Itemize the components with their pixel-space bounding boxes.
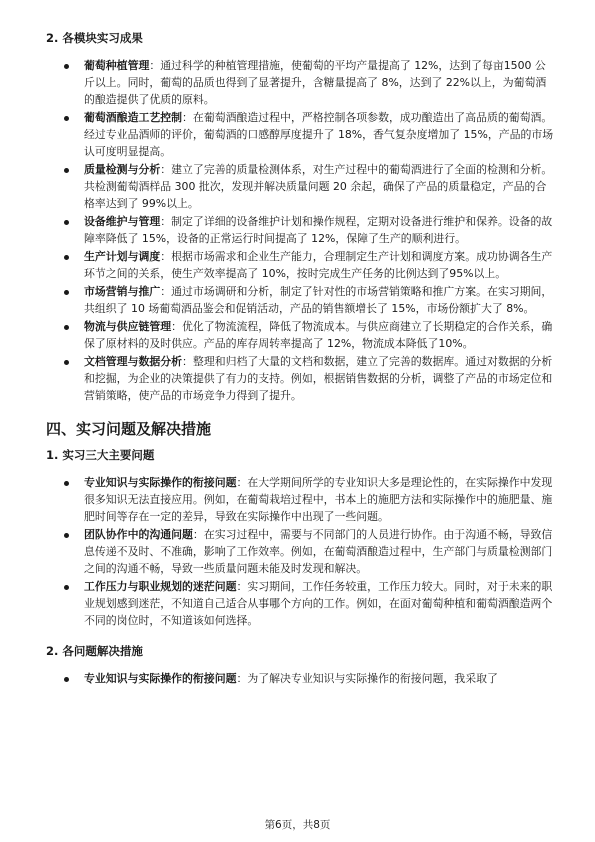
bullet-icon (64, 677, 69, 682)
item-title: 质量检测与分析 (84, 163, 161, 177)
list-item (46, 213, 555, 247)
page-content (46, 30, 555, 687)
bullet-icon (64, 481, 69, 486)
list-item (46, 474, 555, 525)
subsection-heading: 2. 各模块实习成果 (46, 31, 143, 45)
bullet-list (46, 57, 555, 404)
bullet-list (46, 670, 555, 687)
item-title: 专业知识与实际操作的衔接问题 (84, 672, 237, 686)
item-text: ：建立了完善的质量检测体系，对生产过程中的葡萄酒进行了全面的检测和分析。共检测葡萄酒样品 300 批次，发现并解决质量问题 20 余起，确保了产品的质量稳定，产品的合格率达到了 99%以上。 (84, 163, 553, 211)
item-title: 团队协作中的沟通问题 (84, 528, 193, 541)
item-text: ：优化了物流流程，降低了物流成本。与供应商建立了长期稳定的合作关系，确保了原材料的及时供应。产品的库存周转率提高了 12%，物流成本降低了10%。 (84, 320, 553, 351)
list-item (46, 248, 555, 282)
bullet-icon (64, 290, 69, 295)
bullet-icon (64, 585, 69, 590)
item-title: 专业知识与实际操作的衔接问题 (84, 476, 237, 489)
item-text: ：通过科学的种植管理措施，使葡萄的平均产量提高了 12%，达到了每亩1500 公斤以上。同时，葡萄的品质也得到了显著提升，含糖量提高了 8%，达到了 22%以上，为葡萄酒的酿造提供了优质的原料。 (84, 59, 547, 107)
bullet-icon (64, 64, 69, 69)
list-item (46, 283, 555, 317)
item-text: ：为了解决专业知识与实际操作的衔接问题，我采取了 (236, 672, 498, 686)
bullet-icon (64, 255, 69, 260)
item-text: ：在实习过程中，需要与不同部门的人员进行协作。由于沟通不畅，导致信息传递不及时、不准确，影响了工作效率。例如，在葡萄酒酿造过程中，生产部门与质量检测部门之间的沟通不畅，导致一些质量问题未能及时发现和解决。 (84, 528, 553, 575)
item-text: ：整理和归档了大量的文档和数据，建立了完善的数据库。通过对数据的分析和挖掘，为企业的决策提供了有力的支持。例如，根据销售数据的分析，调整了产品的市场定位和营销策略，使产品的市场竞争力得到了提升。 (84, 355, 553, 403)
item-title: 葡萄酒酿造工艺控制 (84, 111, 183, 125)
list-item (46, 161, 555, 212)
item-title: 文档管理与数据分析 (84, 355, 183, 369)
item-text: ：根据市场需求和企业生产能力，合理制定生产计划和调度方案。成功协调各生产环节之间的关系，使生产效率提高了 10%，按时完成生产任务的比例达到了95%以上。 (84, 250, 553, 281)
item-title: 生产计划与调度 (84, 250, 161, 264)
item-title: 工作压力与职业规划的迷茫问题 (84, 580, 237, 593)
item-text: ：制定了详细的设备维护计划和操作规程，定期对设备进行维护和保养。设备的故障率降低了 15%，设备的正常运行时间提高了 12%，保障了生产的顺利进行。 (84, 215, 553, 246)
item-text: ：通过市场调研和分析，制定了针对性的市场营销策略和推广方案。在实习期间，共组织了 10 场葡萄酒品鉴会和促销活动，产品的销售额增长了 15%，市场份额扩大了 8%。 (84, 285, 553, 316)
subsection-heading: 2. 各问题解决措施 (46, 644, 143, 658)
list-item (46, 670, 555, 687)
bullet-icon (64, 325, 69, 330)
list-item (46, 578, 555, 629)
bullet-icon (64, 116, 69, 121)
list-item (46, 526, 555, 577)
item-title: 设备维护与管理 (84, 215, 161, 229)
bullet-icon (64, 360, 69, 365)
section-heading: 四、实习问题及解决措施 (46, 420, 212, 439)
subsection-heading: 1. 实习三大主要问题 (46, 447, 155, 462)
item-text: ：在大学期间所学的专业知识大多是理论性的，在实际操作中发现很多知识无法直接应用。例如，在葡萄栽培过程中，书本上的施肥方法和实际操作中的施肥量、施肥时间等存在一定的差异，导致在实际操作中出现了一些问题。 (84, 476, 553, 523)
page-footer: 第6页，共8页 (264, 819, 331, 831)
item-title: 葡萄种植管理 (84, 59, 150, 73)
bullet-icon (64, 168, 69, 173)
list-item (46, 57, 555, 108)
item-text: ：在葡萄酒酿造过程中，严格控制各项参数，成功酿造出了高品质的葡萄酒。经过专业品酒师的评价，葡萄酒的口感醇厚度提升了 18%，香气复杂度增加了 15%，产品的市场认可度明显提高。 (84, 111, 554, 159)
item-text: ：实习期间，工作任务较重，工作压力较大。同时，对于未来的职业规划感到迷茫，不知道自己适合从事哪个方向的工作。例如，在面对葡萄种植和葡萄酒酿造两个不同的岗位时，不知道该如何选择。 (84, 580, 553, 627)
list-item (46, 353, 555, 404)
bullet-icon (64, 220, 69, 225)
item-title: 物流与供应链管理 (84, 320, 172, 334)
bullet-list (46, 474, 555, 629)
list-item (46, 318, 555, 352)
list-item (46, 109, 555, 160)
bullet-icon (64, 533, 69, 538)
item-title: 市场营销与推广 (84, 285, 161, 299)
